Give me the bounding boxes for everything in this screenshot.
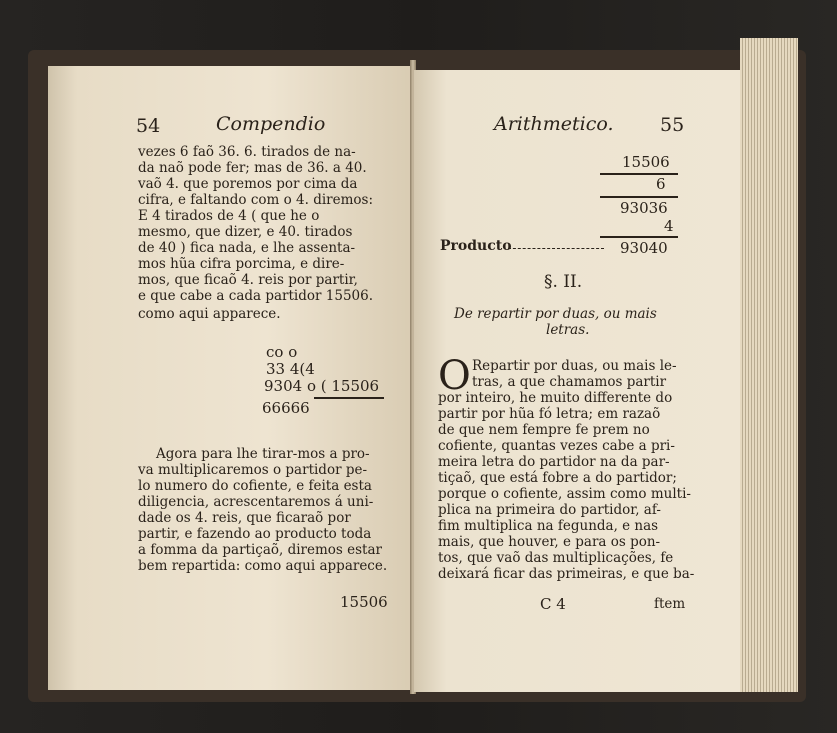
text-line: e que cabe a cada partidor 15506. bbox=[138, 288, 373, 304]
signature-mark: C 4 bbox=[540, 595, 566, 613]
text-line: plica na primeira do partidor, af- bbox=[438, 502, 661, 518]
section-subtitle: letras. bbox=[546, 322, 590, 338]
text-line: mesmo, que dizer, e 40. tirados bbox=[138, 224, 353, 240]
left-page-number: 54 bbox=[136, 115, 161, 137]
right-catchword: ftem bbox=[654, 596, 686, 612]
text-line: dade os 4. reis, que ficaraõ por bbox=[138, 510, 351, 526]
division-row: 33 4(4 bbox=[266, 360, 315, 378]
text-line: Repartir por duas, ou mais le- bbox=[472, 358, 677, 374]
division-row: co o bbox=[266, 343, 298, 361]
calc-multiplicand: 15506 bbox=[622, 153, 670, 171]
text-line: va multiplicaremos o partidor pe- bbox=[138, 462, 368, 478]
calc-rule bbox=[600, 173, 678, 175]
text-line: E 4 tirados de 4 ( que he o bbox=[138, 208, 320, 224]
text-line: fim multiplica na fegunda, e nas bbox=[438, 518, 659, 534]
right-page-header: Arithmetico. bbox=[494, 113, 614, 135]
left-catchword: 15506 bbox=[340, 593, 388, 611]
text-line: cifra, e faltando com o 4. diremos: bbox=[138, 192, 374, 208]
text-line: deixará ficar das primeiras, e que ba- bbox=[438, 566, 695, 582]
text-line: vezes 6 faõ 36. 6. tirados de na- bbox=[138, 144, 356, 160]
text-line: diligencia, acrescentaremos á uni- bbox=[138, 494, 374, 510]
text-line: porque o cofiente, assim como multi- bbox=[438, 486, 691, 502]
text-line: da naõ pode fer; mas de 36. a 40. bbox=[138, 160, 367, 176]
text-line: Agora para lhe tirar-mos a pro- bbox=[156, 446, 370, 462]
text-line: vaõ 4. que poremos por cima da bbox=[138, 176, 358, 192]
left-page bbox=[48, 66, 413, 690]
right-page bbox=[414, 70, 740, 692]
drop-cap: O bbox=[438, 353, 471, 399]
text-line: por inteiro, he muito differente do bbox=[438, 390, 673, 406]
calc-multiplier: 6 bbox=[656, 175, 666, 193]
right-page-number: 55 bbox=[660, 114, 685, 136]
page-edges bbox=[740, 38, 798, 692]
division-row: 66666 bbox=[262, 399, 310, 417]
text-line: cofiente, quantas vezes cabe a pri- bbox=[438, 438, 675, 454]
text-line: a fomma da partiçaõ, diremos estar bbox=[138, 542, 382, 558]
division-row: 9304 o ( 15506 bbox=[264, 377, 380, 395]
calc-label: Producto bbox=[440, 238, 512, 254]
text-line: meira letra do partidor na da par- bbox=[438, 454, 670, 470]
text-line: partir por hũa fó letra; em razaõ bbox=[438, 406, 661, 422]
text-line: bem repartida: como aqui apparece. bbox=[138, 558, 388, 574]
text-line: partir, e fazendo ao producto toda bbox=[138, 526, 372, 542]
text-line: de que nem fempre fe prem no bbox=[438, 422, 650, 438]
text-line: lo numero do cofiente, e feita esta bbox=[138, 478, 372, 494]
calc-product: 93036 bbox=[620, 199, 668, 217]
section-title: §. II. bbox=[544, 272, 583, 292]
text-line: mais, que houver, e para os pon- bbox=[438, 534, 661, 550]
division-rule bbox=[314, 397, 384, 399]
text-line: tras, a que chamamos partir bbox=[472, 374, 667, 390]
text-line: de 40 ) fica nada, e lhe assenta- bbox=[138, 240, 356, 256]
text-line: mos hũa cifra porcima, e dire- bbox=[138, 256, 345, 272]
calc-remainder: 4 bbox=[664, 217, 674, 235]
section-subtitle: De repartir por duas, ou mais bbox=[454, 306, 657, 322]
calc-leader bbox=[508, 248, 604, 249]
text-line: tiçaõ, que está fobre a do partidor; bbox=[438, 470, 677, 486]
left-page-header: Compendio bbox=[216, 113, 326, 135]
text-line: tos, que vaõ das multiplicações, fe bbox=[438, 550, 674, 566]
text-line: mos, que ficaõ 4. reis por partir, bbox=[138, 272, 358, 288]
calc-rule bbox=[600, 196, 678, 198]
text-line: como aqui apparece. bbox=[138, 306, 281, 322]
calc-rule bbox=[600, 236, 678, 238]
calc-total: 93040 bbox=[620, 239, 668, 257]
